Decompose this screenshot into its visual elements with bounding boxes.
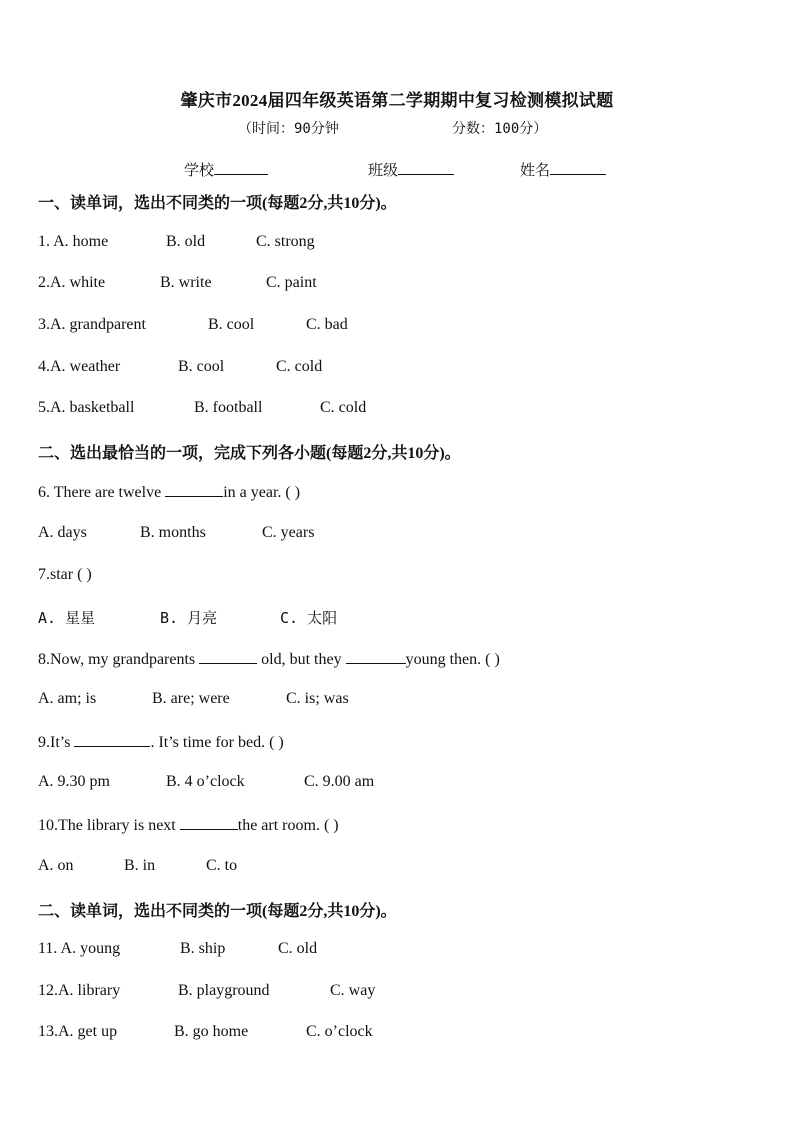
question-13: 13.A. get up	[38, 1023, 118, 1040]
q6-blank[interactable]	[165, 482, 223, 497]
school-label: 学校	[184, 163, 215, 179]
q13-option-c[interactable]: C. o’clock	[306, 1023, 373, 1040]
q3-option-c[interactable]: C. bad	[306, 316, 348, 333]
section-heading-2: 二、选出最恰当的一项，完成下列各小题(每题2分,共10分)。	[38, 445, 461, 462]
q9-option-b[interactable]: B. 4 o’clock	[166, 773, 245, 790]
q12-option-c[interactable]: C. way	[330, 982, 376, 999]
q13-option-b[interactable]: B. go home	[174, 1023, 249, 1040]
q6-option-a[interactable]: A. days	[38, 524, 87, 541]
question-9	[38, 732, 284, 752]
question-11: 11. A. young	[38, 940, 121, 957]
question-2: 2.A. white	[38, 274, 106, 291]
q6-option-b[interactable]: B. months	[140, 524, 206, 541]
name-blank[interactable]	[550, 160, 606, 175]
question-5: 5.A. basketball	[38, 399, 135, 416]
exam-score: 分数：100分）	[452, 121, 548, 137]
q3-option-b[interactable]: B. cool	[208, 316, 255, 333]
q2-option-c[interactable]: C. paint	[266, 274, 317, 291]
q5-option-c[interactable]: C. cold	[320, 399, 367, 416]
q7-option-a[interactable]: A. 星星	[38, 609, 96, 627]
q8-text-end: young then. ( )	[405, 651, 500, 668]
section-heading-3: 二、读单词，选出不同类的一项(每题2分,共10分)。	[38, 903, 397, 920]
q9-option-a[interactable]: A. 9.30 pm	[38, 773, 110, 790]
question-4: 4.A. weather	[38, 358, 121, 375]
q1-option-c[interactable]: C. strong	[256, 233, 315, 250]
question-8	[38, 649, 500, 669]
q8-blank-2[interactable]	[346, 649, 406, 664]
name-field[interactable]	[520, 159, 606, 180]
q10-option-b[interactable]: B. in	[124, 857, 156, 874]
q1-option-b[interactable]: B. old	[166, 233, 206, 250]
q12-option-b[interactable]: B. playground	[178, 982, 270, 999]
q6-option-c[interactable]: C. years	[262, 524, 315, 541]
page-title: 肇庆市2024届四年级英语第二学期期中复习检测模拟试题	[180, 91, 614, 110]
name-label: 姓名	[520, 163, 551, 179]
class-blank[interactable]	[398, 160, 454, 175]
q11-option-b[interactable]: B. ship	[180, 940, 226, 957]
q7-option-c[interactable]: C. 太阳	[280, 609, 338, 627]
q9-text-end: . It’s time for bed. ( )	[150, 734, 284, 751]
q8-option-a[interactable]: A. am; is	[38, 690, 97, 707]
q4-option-b[interactable]: B. cool	[178, 358, 225, 375]
q8-blank-1[interactable]	[199, 649, 257, 664]
question-10	[38, 815, 339, 835]
school-field[interactable]	[184, 159, 268, 180]
q8-option-c[interactable]: C. is; was	[286, 690, 349, 707]
q6-text-end: in a year. ( )	[223, 484, 301, 501]
question-1: 1. A. home	[38, 233, 109, 250]
q10-option-a[interactable]: A. on	[38, 857, 74, 874]
class-label: 班级	[368, 163, 399, 179]
q5-option-b[interactable]: B. football	[194, 399, 263, 416]
q11-option-c[interactable]: C. old	[278, 940, 318, 957]
q2-option-b[interactable]: B. write	[160, 274, 212, 291]
q9-text-start: 9.It’s	[38, 734, 75, 751]
section-heading-1: 一、读单词，选出不同类的一项(每题2分,共10分)。	[38, 195, 397, 212]
class-field[interactable]	[368, 159, 454, 180]
q9-blank[interactable]	[74, 732, 150, 747]
question-6	[38, 482, 300, 502]
q4-option-c[interactable]: C. cold	[276, 358, 323, 375]
q10-blank[interactable]	[180, 815, 238, 830]
question-12: 12.A. library	[38, 982, 121, 999]
q9-option-c[interactable]: C. 9.00 am	[304, 773, 375, 790]
q8-text-mid: old, but they	[257, 651, 346, 668]
question-7: 7.star ( )	[38, 566, 92, 583]
school-blank[interactable]	[214, 160, 268, 175]
q10-option-c[interactable]: C. to	[206, 857, 238, 874]
q8-option-b[interactable]: B. are; were	[152, 690, 230, 707]
q6-text-start: 6. There are twelve	[38, 484, 166, 501]
exam-time: （时间：90分钟	[238, 121, 339, 137]
q7-option-b[interactable]: B. 月亮	[160, 609, 218, 627]
q8-text-start: 8.Now, my grandparents	[38, 651, 200, 668]
question-3: 3.A. grandparent	[38, 316, 146, 333]
q10-text-end: the art room. ( )	[237, 817, 339, 834]
q10-text-start: 10.The library is next	[38, 817, 180, 834]
